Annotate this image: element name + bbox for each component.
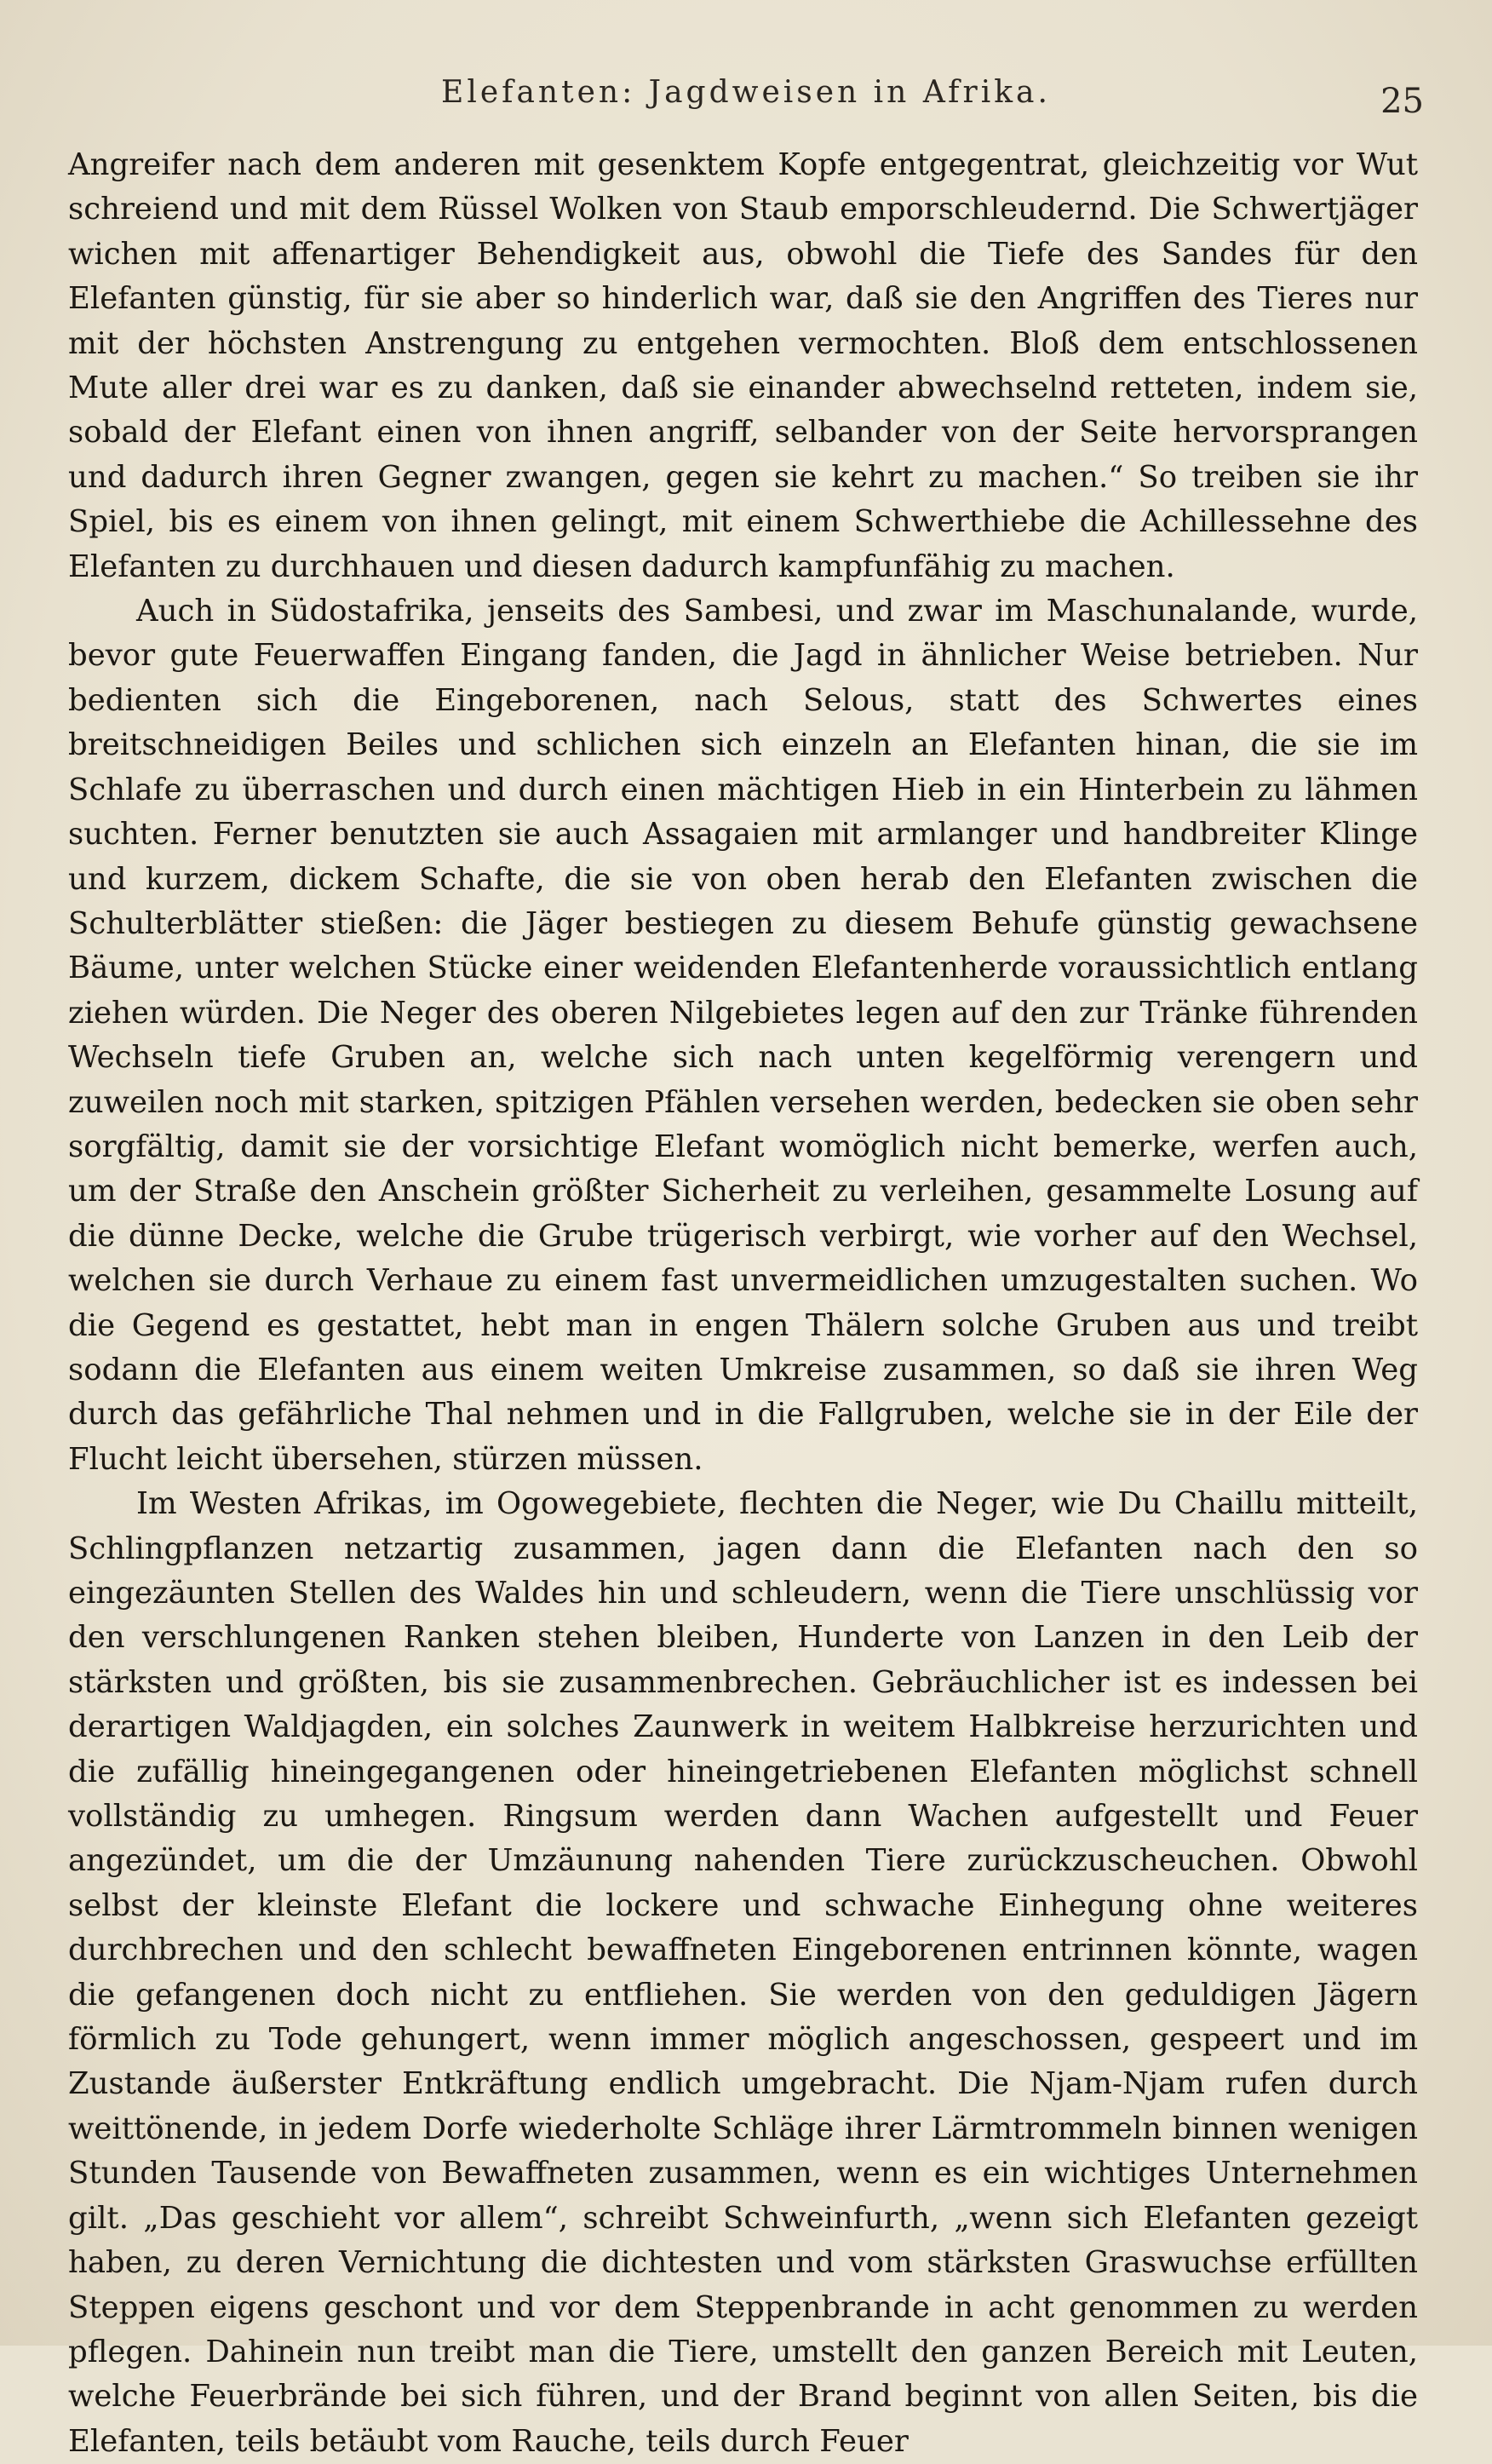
body-text: [68, 143, 1418, 2464]
paragraph-1: Angreifer nach dem anderen mit gesenktem Kopfe entgegentrat, gleichzeitig vor Wut schreiend und mit dem Rüssel Wolken von Staub emporschleudernd. Die Schwertjäger wichen mit affenartiger Behendigkeit aus, obwohl die Tiefe des Sandes für den Elefanten günstig, für sie aber so hinderlich war, daß sie den Angriffen des Tieres nur mit der höchsten Anstrengung zu entgehen vermochten. Bloß dem entschlossenen Mute aller drei war es zu danken, daß sie einander abwechselnd retteten, indem sie, sobald der Elefant einen von ihnen angriff, selbander von der Seite hervorsprangen und dadurch ihren Gegner zwangen, gegen sie kehrt zu machen.“ So treiben sie ihr Spiel, bis es einem von ihnen gelingt, mit einem Schwerthiebe die Achillessehne des Elefanten zu durchhauen und diesen dadurch kampfunfähig zu machen.: [68, 147, 1418, 584]
page-header: [0, 75, 1492, 126]
page-number: 25: [1380, 82, 1424, 121]
paragraph-2: Auch in Südostafrika, jenseits des Sambesi, und zwar im Maschunalande, wurde, bevor gute Feuerwaffen Eingang fanden, die Jagd in ähnlicher Weise betrieben. Nur bedienten sich die Eingeborenen, nach Selous, statt des Schwertes eines breitschneidigen Beiles und schlichen sich einzeln an Elefanten hinan, die sie im Schlafe zu überraschen und durch einen mächtigen Hieb in ein Hinterbein zu lähmen suchten. Ferner benutzten sie auch Assagaien mit armlanger und handbreiter Klinge und kurzem, dickem Schafte, die sie von oben herab den Elefanten zwischen die Schulterblätter stießen: die Jäger bestiegen zu diesem Behufe günstig gewachsene Bäume, unter welchen Stücke einer weidenden Elefantenherde voraussichtlich entlang ziehen würden. Die Neger des oberen Nilgebietes legen auf den zur Tränke führenden Wechseln tiefe Gruben an, welche sich nach unten kegelförmig verengern und zuweilen noch mit starken, spitzigen Pfählen versehen werden, bedecken sie oben sehr sorgfältig, damit sie der vorsichtige Elefant womöglich nicht bemerke, werfen auch, um der Straße den Anschein größter Sicherheit zu verleihen, gesammelte Losung auf die dünne Decke, welche die Grube trügerisch verbirgt, wie vorher auf den Wechsel, welchen sie durch Verhaue zu einem fast unvermeidlichen umzugestalten suchen. Wo die Gegend es gestattet, hebt man in engen Thälern solche Gruben aus und treibt sodann die Elefanten aus einem weiten Umkreise zusammen, so daß sie ihren Weg durch das gefährliche Thal nehmen und in die Fallgruben, welche sie in der Eile der Flucht leicht übersehen, stürzen müssen.: [68, 594, 1418, 1477]
paragraph-3: Im Westen Afrikas, im Ogowegebiete, flechten die Neger, wie Du Chaillu mitteilt, Schlingpflanzen netzartig zusammen, jagen dann die Elefanten nach den so eingezäunten Stellen des Waldes hin und schleudern, wenn die Tiere unschlüssig vor den verschlungenen Ranken stehen bleiben, Hunderte von Lanzen in den Leib der stärksten und größten, bis sie zusammenbrechen. Gebräuchlicher ist es indessen bei derartigen Waldjagden, ein solches Zaunwerk in weitem Halbkreise herzurichten und die zufällig hineingegangenen oder hineingetriebenen Elefanten möglichst schnell vollständig zu umhegen. Ringsum werden dann Wachen aufgestellt und Feuer angezündet, um die der Umzäunung nahenden Tiere zurückzuscheuchen. Obwohl selbst der kleinste Elefant die lockere und schwache Einhegung ohne weiteres durchbrechen und den schlecht bewaffneten Eingeborenen entrinnen könnte, wagen die gefangenen doch nicht zu entfliehen. Sie werden von den geduldigen Jägern förmlich zu Tode gehungert, wenn immer möglich angeschossen, gespeert und im Zustande äußerster Entkräftung endlich umgebracht. Die Njam-Njam rufen durch weittönende, in jedem Dorfe wiederholte Schläge ihrer Lärmtrommeln binnen wenigen Stunden Tausende von Bewaffneten zusammen, wenn es ein wichtiges Unternehmen gilt. „Das geschieht vor allem“, schreibt Schweinfurth, „wenn sich Elefanten gezeigt haben, zu deren Vernichtung die dichtesten und vom stärksten Graswuchse erfüllten Steppen eigens geschont und vor dem Steppenbrande in acht genommen zu werden pflegen. Dahinein nun treibt man die Tiere, umstellt den ganzen Bereich mit Leuten, welche Feuerbrände bei sich führen, und der Brand beginnt von allen Seiten, bis die Elefanten, teils betäubt vom Rauche, teils durch Feuer: [68, 1486, 1418, 2459]
running-title: Elefanten: Jagdweisen in Afrika.: [441, 75, 1051, 110]
